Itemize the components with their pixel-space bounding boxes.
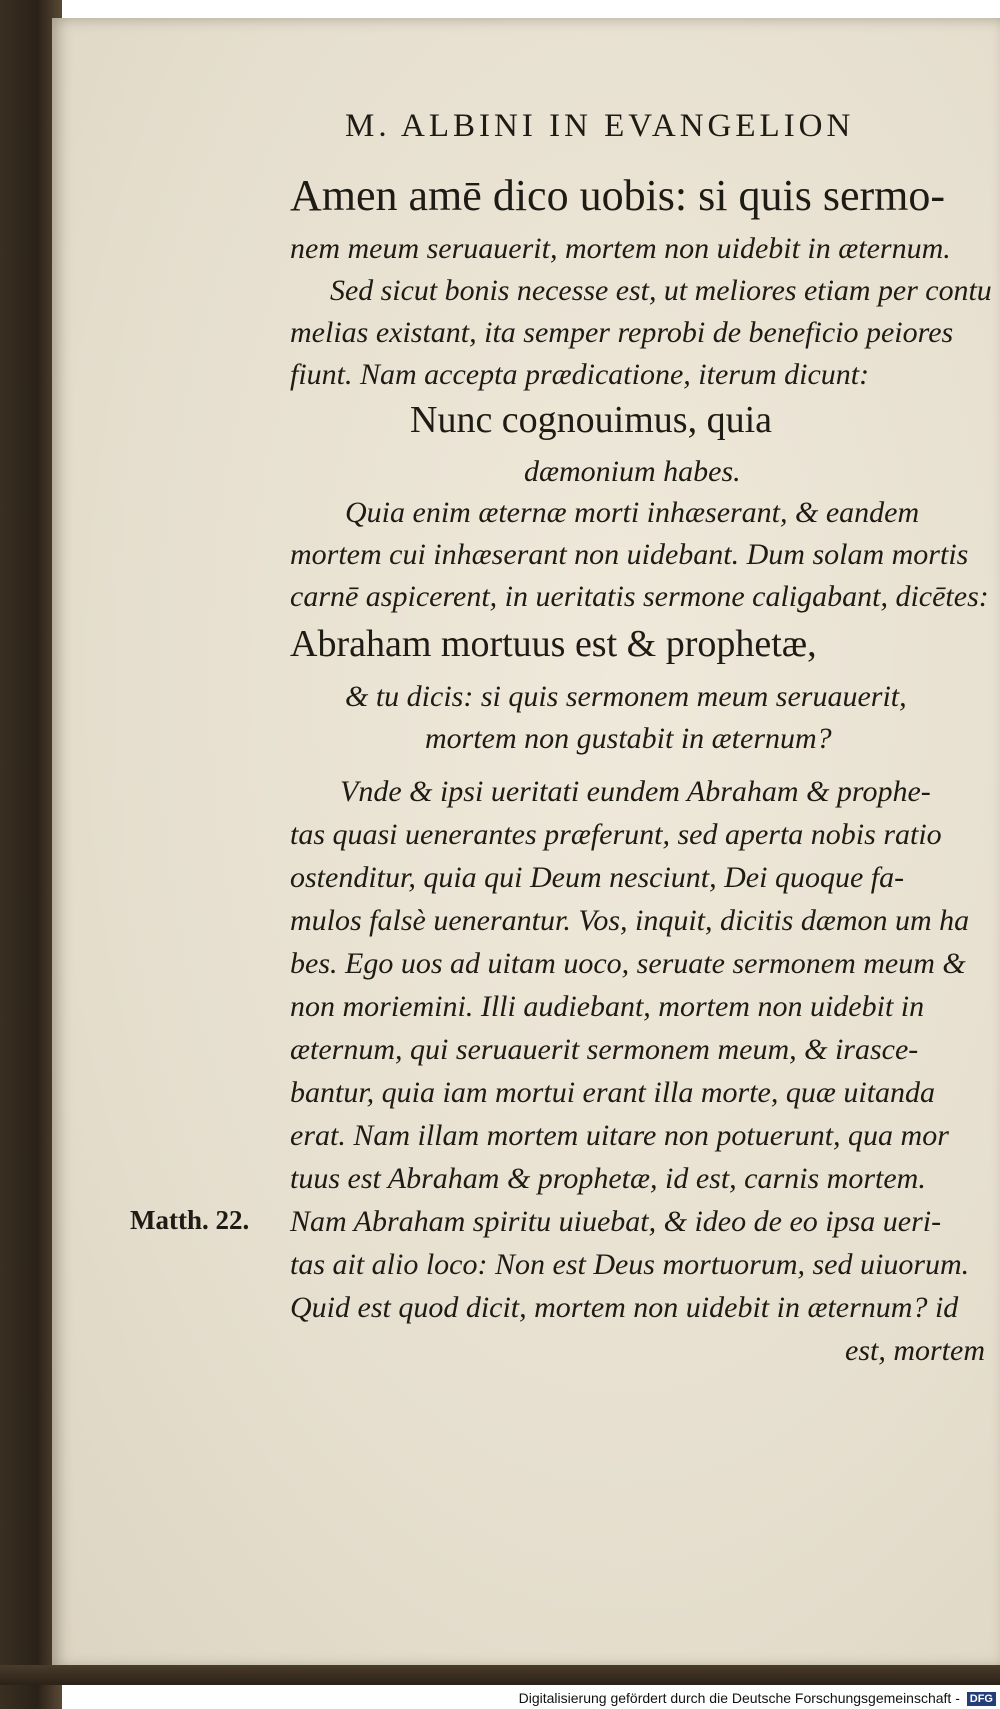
- catchword-line: est, mortem: [845, 1334, 985, 1367]
- text-line-17: mulos falsè uenerantur. Vos, inquit, dicitis dæmon um ha: [290, 904, 970, 937]
- digitization-footer: [519, 1690, 996, 1706]
- text-line-19: non moriemini. Illi audiebant, mortem non uidebit in: [290, 990, 925, 1023]
- text-line-10: carnē aspicerent, in ueritatis sermone caligabant, dicētes:: [290, 580, 989, 613]
- book-bottom-edge: [0, 1665, 1000, 1685]
- text-line-12: & tu dicis: si quis sermonem meum seruauerit,: [345, 680, 907, 713]
- text-line-18: bes. Ego uos ad uitam uoco, seruate sermonem meum &: [290, 947, 966, 980]
- text-line-8: Quia enim æternæ morti inhæserant, & eandem: [345, 496, 920, 529]
- text-line-13: mortem non gustabit in æternum?: [425, 722, 832, 755]
- text-line-20: æternum, qui seruauerit sermonem meum, & irasce-: [290, 1033, 919, 1066]
- text-line-1: Amen amē dico uobis: si quis sermo-: [290, 171, 946, 220]
- dfg-logo-icon: DFG: [967, 1692, 996, 1706]
- footer-text: Digitalisierung gefördert durch die Deutsche Forschungsgemeinschaft -: [518, 1689, 960, 1706]
- text-line-11: Abraham mortuus est & prophetæ,: [290, 623, 817, 665]
- text-line-24: Nam Abraham spiritu uiuebat, & ideo de eo ipsa ueri-: [290, 1205, 942, 1238]
- text-line-22: erat. Nam illam mortem uitare non potuerunt, qua mor: [290, 1119, 949, 1152]
- margin-note: Matth. 22.: [130, 1205, 250, 1235]
- text-line-5: fiunt. Nam accepta prædicatione, iterum dicunt:: [290, 358, 870, 391]
- text-line-23: tuus est Abraham & prophetæ, id est, carnis mortem.: [290, 1162, 926, 1195]
- text-line-9: mortem cui inhæserant non uidebant. Dum solam mortis: [290, 538, 969, 571]
- text-line-4: melias existant, ita semper reprobi de beneficio peiores: [290, 316, 954, 349]
- text-line-6: Nunc cognouimus, quia: [410, 399, 773, 441]
- text-line-15: tas quasi uenerantes præferunt, sed aperta nobis ratio: [290, 818, 942, 851]
- text-line-21: bantur, quia iam mortui erant illa morte, quæ uitanda: [290, 1076, 936, 1109]
- text-line-2: nem meum seruauerit, mortem non uidebit in æternum.: [290, 232, 951, 265]
- text-line-25: tas ait alio loco: Non est Deus mortuorum, sed uiuorum.: [290, 1248, 970, 1281]
- running-title: M. ALBINI IN EVANGELION: [345, 108, 855, 144]
- text-line-14: Vnde & ipsi ueritati eundem Abraham & prophe-: [340, 775, 931, 808]
- text-line-3: Sed sicut bonis necesse est, ut meliores etiam per contu: [330, 274, 992, 307]
- text-line-16: ostenditur, quia qui Deum nesciunt, Dei quoque fa-: [290, 861, 905, 894]
- text-line-7: dæmonium habes.: [524, 455, 741, 488]
- text-line-26: Quid est quod dicit, mortem non uidebit in æternum? id: [290, 1291, 959, 1324]
